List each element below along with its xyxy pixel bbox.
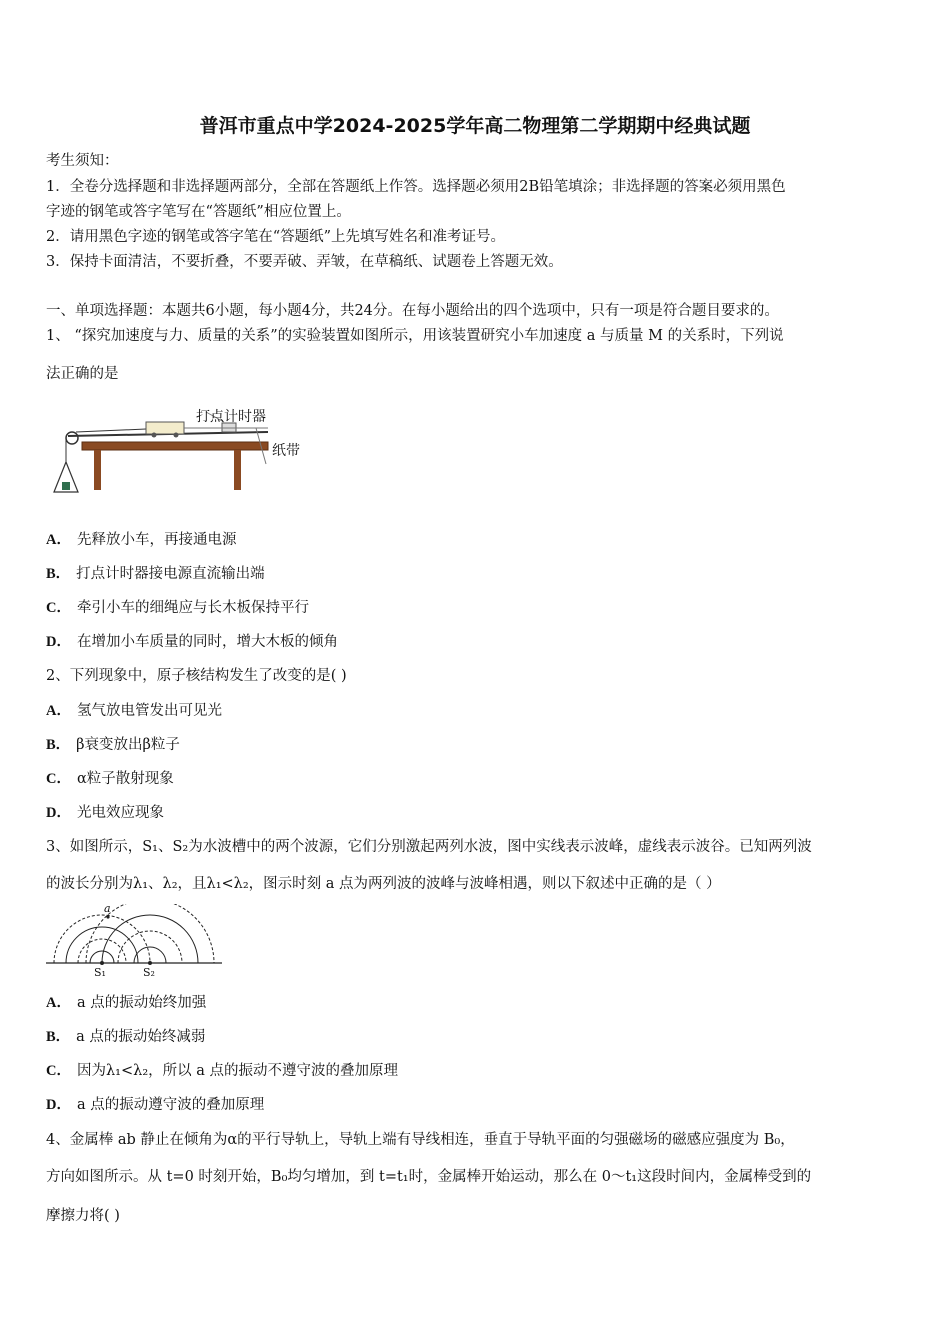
option-text: 打点计时器接电源直流输出端	[76, 566, 265, 582]
q1-apparatus-figure	[46, 398, 316, 498]
option-letter: C．	[46, 600, 71, 616]
option-text: a 点的振动始终减弱	[76, 1029, 206, 1045]
q3-stem-line1: 3、如图所示，S₁、S₂为水波槽中的两个波源，它们分别激起两列水波，图中实线表示波峰，虚线表示波谷。已知两列波	[46, 839, 812, 855]
table-leg-left	[94, 450, 101, 490]
page-title: 普洱市重点中学2024-2025学年高二物理第二学期期中经典试题	[199, 115, 751, 137]
option-letter: A．	[46, 532, 71, 548]
pulley	[66, 432, 78, 444]
table-leg-right	[234, 450, 241, 490]
label-a: a	[104, 902, 111, 915]
option-text: 氢气放电管发出可见光	[76, 703, 222, 719]
option-letter: A．	[46, 995, 71, 1011]
table-top	[82, 442, 268, 450]
point-a	[106, 915, 109, 918]
notice-item-3: 3．保持卡面清洁，不要折叠，不要弄破、弄皱，在草稿纸、试题卷上答题无效。	[46, 254, 563, 270]
q1-option-a	[46, 531, 908, 549]
weight-block	[62, 482, 70, 490]
notice-item-1: 1．全卷分选择题和非选择题两部分，全部在答题纸上作答。选择题必须用2B铅笔填涂；非选择题的答案必须用黑色	[46, 179, 786, 195]
q2-option-d	[46, 804, 908, 822]
section-heading: 一、单项选择题：本题共6小题，每小题4分，共24分。在每小题给出的四个选项中，只有一项是符合题目要求的。	[46, 303, 779, 319]
q1-option-d	[46, 633, 908, 651]
tape-label: 纸带	[272, 443, 300, 459]
q1-stem-line2: 法正确的是	[46, 366, 119, 382]
option-letter: B．	[46, 1029, 71, 1045]
option-text: α粒子散射现象	[76, 771, 174, 787]
source-s2	[148, 961, 152, 965]
notice-item-1-cont: 字迹的钢笔或答字笔写在“答题纸”相应位置上。	[46, 204, 351, 220]
q3-option-c	[46, 1062, 908, 1080]
option-text: a 点的振动始终加强	[76, 995, 207, 1011]
q1-stem-line1: 1、 “探究加速度与力、质量的关系”的实验装置如图所示，用该装置研究小车加速度 a 与质量 M 的关系时，下列说	[46, 328, 784, 344]
option-text: 因为λ₁<λ₂，所以 a 点的振动不遵守波的叠加原理	[76, 1063, 399, 1079]
option-text: 先释放小车，再接通电源	[76, 532, 237, 548]
q3-option-b	[46, 1028, 908, 1046]
notice-item-2: 2．请用黑色字迹的钢笔或答字笔在“答题纸”上先填写姓名和准考证号。	[46, 229, 506, 245]
q3-wave-figure	[44, 904, 224, 984]
option-text: 牵引小车的细绳应与长木板保持平行	[76, 600, 309, 616]
q1-option-c	[46, 599, 908, 617]
option-text: β衰变放出β粒子	[76, 737, 180, 753]
q4-stem-line1: 4、金属棒 ab 静止在倾角为α的平行导轨上，导轨上端有导线相连，垂直于导轨平面的匀强磁场的磁感应强度为 B₀，	[46, 1132, 795, 1148]
option-letter: B．	[46, 566, 71, 582]
q2-option-b	[46, 736, 908, 754]
string	[76, 429, 146, 432]
q3-option-a	[46, 994, 908, 1012]
timer-label: 打点计时器	[196, 409, 266, 425]
q2-option-c	[46, 770, 908, 788]
option-letter: C．	[46, 1063, 71, 1079]
source-s1	[100, 961, 104, 965]
label-s1: S₁	[94, 966, 106, 979]
q3-option-d	[46, 1096, 908, 1114]
q3-stem-line2: 的波长分别为λ₁、λ₂，且λ₁<λ₂，图示时刻 a 点为两列波的波峰与波峰相遇，则以下叙述中正确的是（ ）	[46, 876, 721, 892]
option-letter: D．	[46, 1097, 71, 1113]
option-letter: C．	[46, 771, 71, 787]
wave-drawing	[44, 904, 224, 984]
q4-stem-line3: 摩擦力将( )	[46, 1208, 120, 1224]
option-letter: A．	[46, 703, 71, 719]
option-text: 光电效应现象	[76, 805, 164, 821]
option-letter: D．	[46, 634, 71, 650]
option-letter: D．	[46, 805, 71, 821]
q2-option-a	[46, 702, 908, 720]
q4-stem-line2: 方向如图所示。从 t=0 时刻开始，B₀均匀增加，到 t=t₁时，金属棒开始运动，那么在 0～t₁这段时间内，金属棒受到的	[46, 1169, 812, 1185]
option-text: a 点的振动遵守波的叠加原理	[76, 1097, 265, 1113]
notice-heading: 考生须知：	[46, 153, 119, 169]
label-s2: S₂	[143, 966, 155, 979]
option-text: 在增加小车质量的同时，增大木板的倾角	[76, 634, 338, 650]
option-letter: B．	[46, 737, 71, 753]
q1-option-b	[46, 565, 908, 583]
q2-stem: 2、下列现象中，原子核结构发生了改变的是( )	[46, 668, 347, 684]
cart	[146, 422, 184, 434]
